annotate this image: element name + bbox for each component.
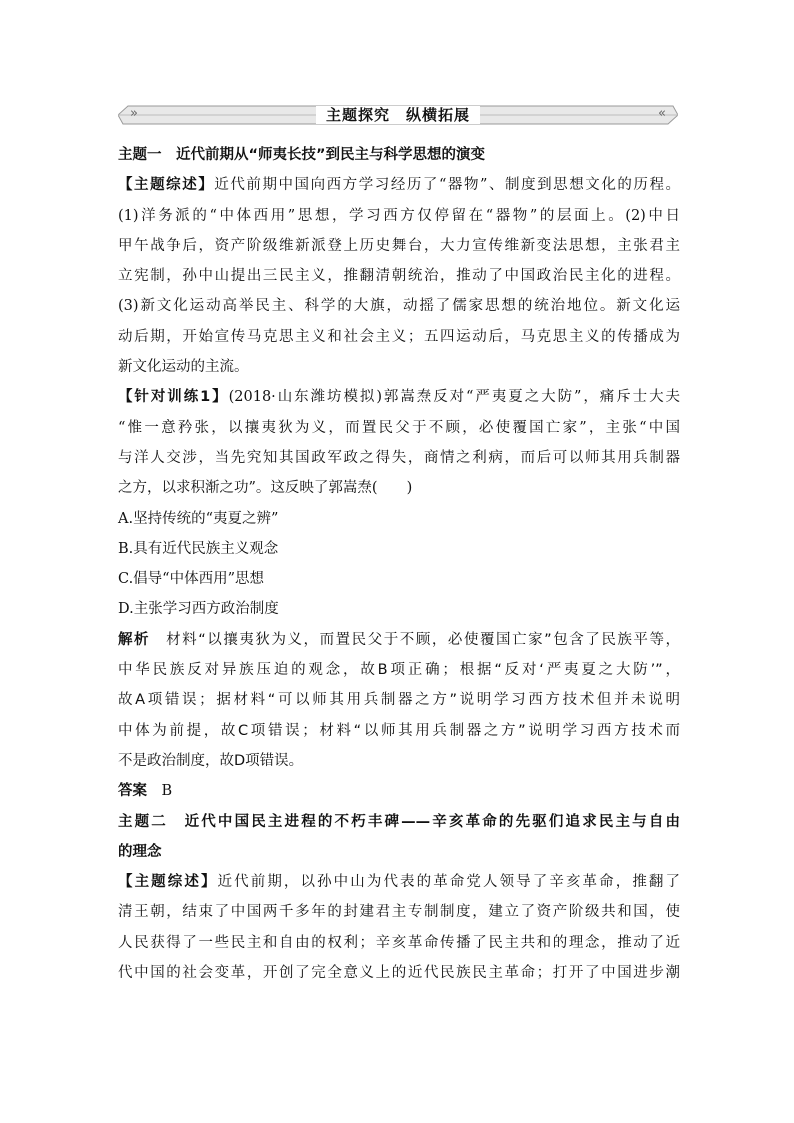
option-b: B.具有近代民族主义观念 [118,540,279,557]
analysis-line: 中体为前提，故C项错误；材料“以师其用兵制器之方”说明学习西方技术而 [118,722,680,739]
analysis-line: 不是政治制度，故D项错误。 [118,752,304,769]
banner-title: 主题探究 纵横拓展 [316,106,480,124]
topic2-heading: 主题二 近代中国民主进程的不朽丰碑——辛亥革命的先驱们追求民主与自由 [118,813,680,830]
topic2-summary-line [118,867,680,897]
topic2-heading: 的理念 [118,843,162,860]
exercise-line: 与洋人交涉，当先究知其国政军政之得失，商情之利病，而后可以师其用兵制器 [118,449,680,466]
answer-value: B [161,783,173,800]
answer-label: 答案 [118,783,147,800]
option-c: C.倡导“中体西用”思想 [118,571,265,588]
exercise-line: “惟一意矜张，以攘夷狄为义，而置民父于不顾，必使覆国亡家”，主张“中国 [118,419,680,436]
analysis-line: 故A项错误；据材料“可以师其用兵制器之方”说明学习西方技术但并未说明 [118,692,680,709]
exercise-line: 之方，以求积渐之功”。这反映了郭嵩焘( ) [118,480,413,497]
topic1-summary-line: 动后期，开始宣传马克思主义和社会主义；五四运动后，马克思主义的传播成为 [118,328,680,345]
topic1-summary-text: 近代前期中国向西方学习经历了“器物”、制度到思想文化的历程。 [214,177,681,194]
topic2-summary-line: 代中国的社会变革，开创了完全意义上的近代民族民主革命；打开了中国进步潮 [118,965,680,982]
option-d: D.主张学习西方政治制度 [118,601,279,618]
topic1-heading: 主题一 近代前期从“师夷长技”到民主与科学思想的演变 [118,147,486,163]
topic2-summary-line: 人民获得了一些民主和自由的权利；辛亥革命传播了民主共和的理念，推动了近 [118,934,680,951]
exercise-text: (2018·山东潍坊模拟)郭嵩焘反对“严夷夏之大防”，痛斥士大夫 [228,389,681,406]
document-body [118,140,680,988]
section-banner [118,102,678,128]
topic1-summary-label: 【主题综述】 [118,177,215,194]
topic1-summary-line: 立宪制，孙中山提出三民主义，推翻清朝统治，推动了中国政治民主化的进程。 [118,268,680,285]
topic1-summary-line: (3)新文化运动高举民主、科学的大旗，动摇了儒家思想的统治地位。新文化运 [118,298,680,315]
topic1-summary-line: 甲午战争后，资产阶级维新派登上历史舞台，大力宣传维新变法思想，主张君主 [118,237,680,254]
exercise-label: 【针对训练1】 [118,389,229,406]
exercise-line [118,382,680,412]
topic1-summary-line [118,170,680,200]
analysis-text: 材料“以攘夷狄为义，而置民父于不顾，必使覆国亡家”包含了民族平等， [166,631,681,648]
topic2-summary-line: 清王朝，结束了中国两千多年的封建君主专制制度，建立了资产阶级共和国，使 [118,904,680,921]
topic1-summary-line: 新文化运动的主流。 [118,359,249,376]
analysis-line [118,625,680,655]
analysis-line: 中华民族反对异族压迫的观念，故B项正确；根据“反对‘严夷夏之大防’”， [118,662,680,679]
banner-left-arrow-icon: » [130,106,138,121]
answer-line [118,776,680,806]
topic2-summary-label: 【主题综述】 [118,874,218,891]
banner-right-arrow-icon: « [658,106,666,121]
topic2-summary-text: 近代前期，以孙中山为代表的革命党人领导了辛亥革命，推翻了 [217,874,680,891]
analysis-label: 解析 [118,631,151,648]
topic1-summary-line: (1)洋务派的“中体西用”思想，学习西方仅停留在“器物”的层面上。(2)中日 [118,207,680,224]
option-a: A.坚持传统的“夷夏之辨” [118,510,279,527]
